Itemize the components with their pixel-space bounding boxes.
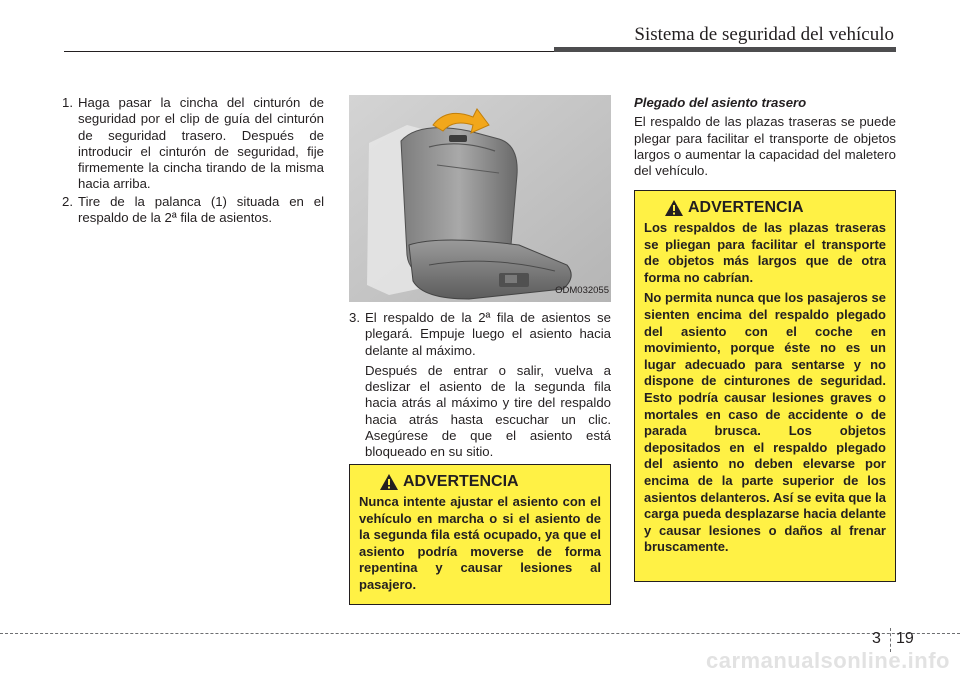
seat-fold-figure [349,95,611,302]
step-text: Tire de la palanca (1) situada en el respaldo de la 2ª fila de asientos. [78,193,324,226]
chapter-number: 3 [872,630,881,647]
warning-header [359,473,601,491]
warning-triangle-icon [664,199,684,217]
step-text: Haga pasar la cincha del cinturón de seguridad por el clip de guía del cinturón de seguridad trasero. Después de introducir el cinturón de seguridad, fije firmemente la cincha tirando de la misma hacia arriba. [78,95,324,192]
figure-code: ODM032055 [555,284,609,296]
column-right [634,95,896,179]
warning-box-seat-adjust [349,464,611,605]
header-rule-thin [64,51,556,52]
column-middle [349,95,611,461]
step-text: El respaldo de la 2ª fila de asientos se plegará. Empuje luego el asiento hacia delante al máximo. [365,310,611,358]
step-3 [349,310,611,359]
warning-text: Nunca intente ajustar el asiento con el vehículo en marcha o si el asiento de la segunda fila está ocupado, ya que el asiento podría moverse de forma repentina y causar lesiones al pasajero. [359,494,601,592]
warning-header [644,199,886,217]
watermark-text: carmanualsonline.info [706,648,950,673]
step-number: 2. [62,193,73,209]
step-3-continuation: Después de entrar o salir, vuelva a deslizar el asiento de la segunda fila hacia atrás al máximo y tire del respaldo hacia atrás hasta escuchar un clic. Asegúrese de que el asiento está bloqueado en su sitio. [365,362,611,460]
step-number: 3. [349,310,360,325]
step-2 [62,194,324,227]
warning-triangle-icon [379,473,399,491]
section-paragraph: El respaldo de las plazas traseras se puede plegar para facilitar el transporte de objetos largos o aumentar la capacidad del maletero del vehículo. [634,114,896,179]
step-1 [62,95,324,193]
warning-title: ADVERTENCIA [688,199,804,216]
warning-text-1: Los respaldos de las plazas traseras se pliegan para facilitar el transporte de objetos más largos que de otra forma no cabrían. [644,220,886,285]
section-subheading: Plegado del asiento trasero [634,95,807,110]
step-number: 1. [62,95,73,110]
seat-illustration [349,95,611,302]
header-rule-thick [554,47,896,52]
warning-box-folded-seat [634,190,896,582]
warning-title: ADVERTENCIA [403,473,519,490]
warning-text-2: No permita nunca que los pasajeros se sienten encima del respaldo plegado del asiento con el coche en movimiento, porque éste no es un lugar adecuado para sentarse y no dispone de cinturones de seguridad. Esto podría causar lesiones graves o mortales en caso de accidente o de parada brusca. Los objetos depositados en el respaldo plegado del asiento no deben elevarse por encima de la parte superior de los asientos delanteros. Así se evita que la carga pueda desplazarse hacia delante y causar lesiones o daños al frenar bruscamente. [644,290,886,555]
page-header-title: Sistema de seguridad del vehículo [634,24,894,45]
footer-rule [0,633,960,634]
page-number: 19 [896,630,914,647]
column-left [62,95,324,227]
